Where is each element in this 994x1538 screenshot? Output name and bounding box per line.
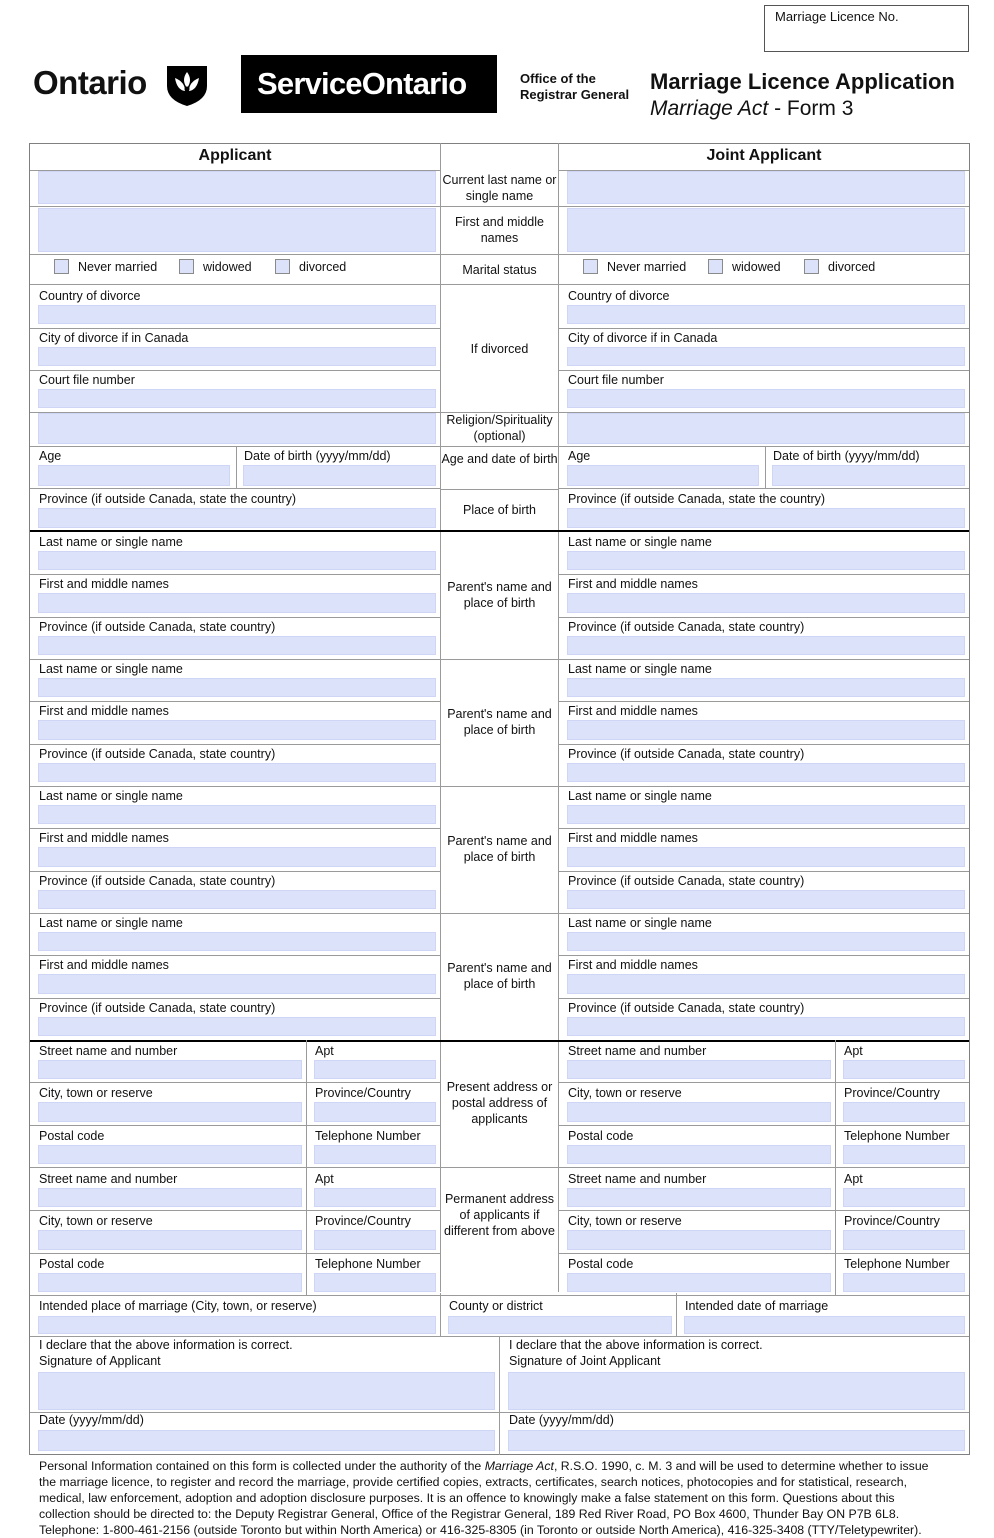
joint-present-address-apt-input[interactable] xyxy=(843,1060,965,1079)
row-divider xyxy=(559,828,969,829)
column-divider xyxy=(440,1293,441,1336)
section-divider xyxy=(30,1040,969,1042)
applicant-parent-1-label-1: First and middle names xyxy=(39,577,169,592)
applicant-parent-1-label-0: Last name or single name xyxy=(39,535,183,549)
marital-status-label: Marital status xyxy=(462,263,537,277)
parent-name-label-3: Parent's name and place of birth xyxy=(447,834,552,865)
joint-parent-4-label-1: First and middle names xyxy=(568,958,698,973)
joint-permanent-address-apt-label: Apt xyxy=(844,1172,863,1186)
applicant-parent-4-input-1[interactable] xyxy=(38,974,436,993)
applicant-religion-input[interactable] xyxy=(38,413,436,444)
column-divider xyxy=(306,1168,307,1295)
row-divider xyxy=(559,1253,969,1254)
joint-parent-2-label-0: Last name or single name xyxy=(568,662,712,676)
joint-never-married-label: Never married xyxy=(607,260,687,274)
applicant-parent-1-label-2: Province (if outside Canada, state country) xyxy=(39,619,276,634)
applicant-parent-1-input-0[interactable] xyxy=(38,551,436,570)
applicant-widowed-label: widowed xyxy=(203,260,252,274)
serviceontario-logo xyxy=(241,55,497,113)
applicant-parent-3-label-2: Province (if outside Canada, state country) xyxy=(39,873,276,888)
column-divider xyxy=(676,1293,677,1336)
joint-permanent-address-city-input[interactable] xyxy=(567,1230,831,1249)
row-divider xyxy=(559,744,969,745)
joint-parent-3-input-1[interactable] xyxy=(567,847,965,866)
joint-divorce-label-2: Court file number xyxy=(568,373,664,387)
applicant-parent-3-input-1[interactable] xyxy=(38,847,436,866)
row-divider xyxy=(30,206,969,207)
joint-parent-3-label-1: First and middle names xyxy=(568,831,698,846)
age-dob-label: Age and date of birth xyxy=(441,452,558,466)
joint-permanent-address-prov-label: Province/Country xyxy=(844,1214,940,1229)
applicant-current-last-name-input[interactable] xyxy=(38,171,436,204)
joint-present-address-street-input[interactable] xyxy=(567,1060,831,1079)
applicant-never-married-label: Never married xyxy=(78,260,158,274)
joint-widowed-label: widowed xyxy=(732,260,781,274)
applicant-permanent-address-apt-label: Apt xyxy=(315,1172,334,1186)
row-divider xyxy=(559,1082,969,1083)
office-line-2: Registrar General xyxy=(520,87,630,102)
office-line-1: Office of the xyxy=(520,71,596,86)
row-divider xyxy=(30,370,440,371)
joint-present-address-prov-label: Province/Country xyxy=(844,1086,940,1101)
applicant-dob-label: Date of birth (yyyy/mm/dd) xyxy=(244,449,391,463)
notice-line-4: collection should be directed to: the Deputy Registrar General, Office of the Registrar General, 189 Red River Road, PO Box 4600, Thunder Bay ON P7B 6L8. xyxy=(39,1507,900,1521)
joint-permanent-address-prov-input[interactable] xyxy=(843,1230,965,1249)
licence-number-box[interactable] xyxy=(764,5,969,52)
joint-parent-4-label-2: Province (if outside Canada, state country) xyxy=(568,1000,805,1015)
row-divider xyxy=(30,998,440,999)
marriage-place-input[interactable] xyxy=(38,1316,436,1334)
applicant-first-middle-names-input[interactable] xyxy=(38,208,436,252)
row-divider xyxy=(30,913,969,914)
county-label: County or district xyxy=(449,1299,543,1313)
joint-parent-3-input-2[interactable] xyxy=(567,890,965,909)
applicant-birth-province-label: Province (if outside Canada, state the country) xyxy=(39,492,297,506)
form-subtitle xyxy=(650,97,853,121)
applicant-age-input[interactable] xyxy=(38,465,230,486)
row-divider xyxy=(30,659,969,660)
joint-parent-3-label-2: Province (if outside Canada, state country) xyxy=(568,873,805,888)
joint-dob-input[interactable] xyxy=(772,465,965,486)
joint-parent-4-input-2[interactable] xyxy=(567,1017,965,1036)
marriage-place-label: Intended place of marriage (City, town, or reserve) xyxy=(39,1299,317,1313)
joint-permanent-address-street-label: Street name and number xyxy=(568,1172,707,1186)
row-divider xyxy=(559,617,969,618)
row-divider xyxy=(30,254,969,255)
applicant-permanent-address-prov-input[interactable] xyxy=(314,1230,436,1249)
row-divider xyxy=(30,828,440,829)
notice-line-2: the marriage licence, to register and record the marriage, provide certified copies, extracts, certificates, search notices, photocopies and for statistical, research, xyxy=(39,1475,908,1489)
joint-declaration-label: I declare that the above information is correct. xyxy=(509,1338,763,1352)
first-middle-names-label: First and middle names xyxy=(455,215,544,245)
joint-present-address-phone-label: Telephone Number xyxy=(844,1128,950,1143)
applicant-present-address-apt-label: Apt xyxy=(315,1044,334,1058)
applicant-permanent-address-city-label: City, town or reserve xyxy=(39,1214,153,1229)
applicant-parent-2-input-0[interactable] xyxy=(38,678,436,697)
applicant-parent-1-input-1[interactable] xyxy=(38,593,436,612)
applicant-divorce-input-0[interactable] xyxy=(38,305,436,324)
applicant-permanent-address-city-input[interactable] xyxy=(38,1230,302,1249)
joint-first-middle-names-input[interactable] xyxy=(567,208,965,252)
row-divider xyxy=(559,955,969,956)
joint-parent-3-label-0: Last name or single name xyxy=(568,789,712,803)
row-divider xyxy=(30,284,969,285)
applicant-declaration-label: I declare that the above information is correct. xyxy=(39,1338,293,1352)
row-divider xyxy=(30,328,440,329)
applicant-present-address-apt-input[interactable] xyxy=(314,1060,436,1079)
applicant-parent-4-label-2: Province (if outside Canada, state country) xyxy=(39,1000,276,1015)
joint-parent-2-input-1[interactable] xyxy=(567,720,965,739)
joint-parent-1-label-1: First and middle names xyxy=(568,577,698,592)
serviceontario-wordmark: ServiceOntario xyxy=(257,66,467,101)
applicant-declaration-date-input[interactable] xyxy=(38,1430,495,1451)
trillium-icon xyxy=(163,60,211,108)
joint-divorce-input-0[interactable] xyxy=(567,305,965,324)
applicant-declaration-date-label: Date (yyyy/mm/dd) xyxy=(39,1413,144,1427)
applicant-header: Applicant xyxy=(198,147,272,164)
row-divider xyxy=(30,786,969,787)
joint-parent-2-label-1: First and middle names xyxy=(568,704,698,719)
applicant-signature-input[interactable] xyxy=(38,1372,495,1410)
row-divider xyxy=(30,574,440,575)
applicant-parent-2-label-0: Last name or single name xyxy=(39,662,183,676)
joint-present-address-postal-label: Postal code xyxy=(568,1128,634,1143)
applicant-parent-3-label-0: Last name or single name xyxy=(39,789,183,803)
row-divider xyxy=(30,744,440,745)
applicant-parent-4-label-0: Last name or single name xyxy=(39,916,183,930)
joint-declaration-date-input[interactable] xyxy=(508,1430,965,1451)
joint-divorce-input-1[interactable] xyxy=(567,347,965,366)
joint-religion-input[interactable] xyxy=(567,413,965,444)
applicant-present-address-postal-label: Postal code xyxy=(39,1128,105,1143)
applicant-widowed-checkbox[interactable] xyxy=(179,259,194,274)
joint-parent-2-input-2[interactable] xyxy=(567,763,965,782)
row-divider xyxy=(559,574,969,575)
applicant-parent-3-label-1: First and middle names xyxy=(39,831,169,846)
applicant-present-address-city-label: City, town or reserve xyxy=(39,1086,153,1101)
privacy-notice xyxy=(39,1458,974,1538)
applicant-permanent-address-phone-input[interactable] xyxy=(314,1273,436,1292)
applicant-divorce-label-1: City of divorce if in Canada xyxy=(39,331,189,345)
row-divider xyxy=(30,1210,440,1211)
joint-parent-1-label-0: Last name or single name xyxy=(568,535,712,549)
row-divider xyxy=(30,1082,440,1083)
joint-present-address-prov-input[interactable] xyxy=(843,1102,965,1121)
row-divider xyxy=(30,1167,969,1168)
row-divider xyxy=(559,871,969,872)
row-divider xyxy=(559,701,969,702)
column-divider xyxy=(835,1168,836,1295)
joint-permanent-address-phone-label: Telephone Number xyxy=(844,1256,950,1271)
joint-permanent-address-city-label: City, town or reserve xyxy=(568,1214,682,1229)
applicant-signature-label: Signature of Applicant xyxy=(39,1354,161,1368)
religion-label: Religion/Spirituality (optional) xyxy=(446,413,553,443)
applicant-age-label: Age xyxy=(39,449,62,463)
row-divider xyxy=(30,701,440,702)
joint-parent-4-input-0[interactable] xyxy=(567,932,965,951)
joint-dob-label: Date of birth (yyyy/mm/dd) xyxy=(773,449,920,463)
parent-name-label-4: Parent's name and place of birth xyxy=(447,961,552,992)
applicant-permanent-address-postal-input[interactable] xyxy=(38,1273,302,1292)
joint-parent-1-input-2[interactable] xyxy=(567,636,965,655)
joint-parent-1-input-1[interactable] xyxy=(567,593,965,612)
applicant-dob-input[interactable] xyxy=(243,465,436,486)
applicant-divorce-label-2: Court file number xyxy=(39,373,135,387)
column-divider xyxy=(306,1040,307,1167)
joint-parent-4-label-0: Last name or single name xyxy=(568,916,712,930)
row-divider xyxy=(30,1253,440,1254)
row-divider xyxy=(441,489,558,490)
row-divider xyxy=(30,1295,969,1296)
section-divider xyxy=(30,530,969,532)
applicant-present-address-prov-label: Province/Country xyxy=(315,1086,411,1101)
column-divider xyxy=(765,446,766,488)
applicant-parent-3-input-0[interactable] xyxy=(38,805,436,824)
applicant-permanent-address-street-label: Street name and number xyxy=(39,1172,178,1186)
joint-parent-1-input-0[interactable] xyxy=(567,551,965,570)
applicant-permanent-address-apt-input[interactable] xyxy=(314,1188,436,1207)
notice-line-5: Telephone: 1-800-461-2156 (outside Toronto but within North America) or 416-325-8305 (in Toronto or outside North America), 416-325-3408 (TTY/Teletypewriter). xyxy=(39,1523,922,1537)
joint-parent-2-input-0[interactable] xyxy=(567,678,965,697)
current-last-name-label: Current last name or single name xyxy=(442,173,557,203)
act-name: Marriage Act xyxy=(650,97,769,120)
applicant-parent-4-input-0[interactable] xyxy=(38,932,436,951)
applicant-never-married-checkbox[interactable] xyxy=(54,259,69,274)
present-address-label: Present address or postal address of applicants xyxy=(446,1080,553,1127)
joint-divorce-input-2[interactable] xyxy=(567,389,965,408)
row-divider xyxy=(30,446,969,447)
joint-age-label: Age xyxy=(568,449,591,463)
ontario-wordmark: Ontario xyxy=(33,64,147,101)
row-divider xyxy=(559,1210,969,1211)
notice-line-1: Personal Information contained on this form is collected under the authority of the Marriage Act, R.S.O. 1990, c. M. 3 and will be used to determine whether to issue xyxy=(39,1459,929,1473)
applicant-parent-2-input-1[interactable] xyxy=(38,720,436,739)
column-divider xyxy=(499,1336,500,1455)
joint-birth-province-label: Province (if outside Canada, state the country) xyxy=(568,492,826,506)
row-divider xyxy=(559,998,969,999)
joint-divorced-checkbox[interactable] xyxy=(804,259,819,274)
parent-name-label-2: Parent's name and place of birth xyxy=(447,707,552,738)
applicant-divorced-checkbox[interactable] xyxy=(275,259,290,274)
parent-name-label-1: Parent's name and place of birth xyxy=(447,580,552,611)
applicant-parent-3-input-2[interactable] xyxy=(38,890,436,909)
row-divider xyxy=(30,488,440,489)
joint-present-address-phone-input[interactable] xyxy=(843,1145,965,1164)
applicant-present-address-prov-input[interactable] xyxy=(314,1102,436,1121)
row-divider xyxy=(559,1125,969,1126)
joint-parent-2-label-2: Province (if outside Canada, state country) xyxy=(568,746,805,761)
joint-divorce-label-0: Country of divorce xyxy=(568,289,670,303)
ontario-logo xyxy=(33,60,218,108)
marriage-date-input[interactable] xyxy=(684,1316,965,1334)
joint-permanent-address-phone-input[interactable] xyxy=(843,1273,965,1292)
applicant-birth-province-input[interactable] xyxy=(38,508,436,528)
joint-parent-3-input-0[interactable] xyxy=(567,805,965,824)
form-number: - Form 3 xyxy=(768,97,854,120)
joint-permanent-address-postal-label: Postal code xyxy=(568,1256,634,1271)
applicant-permanent-address-street-input[interactable] xyxy=(38,1188,302,1207)
applicant-permanent-address-postal-label: Postal code xyxy=(39,1256,105,1271)
joint-widowed-checkbox[interactable] xyxy=(708,259,723,274)
joint-signature-input[interactable] xyxy=(508,1372,965,1410)
if-divorced-label: If divorced xyxy=(470,342,529,356)
applicant-divorced-label: divorced xyxy=(299,260,347,274)
applicant-present-address-street-label: Street name and number xyxy=(39,1044,178,1058)
applicant-present-address-phone-label: Telephone Number xyxy=(315,1128,421,1143)
applicant-parent-4-input-2[interactable] xyxy=(38,1017,436,1036)
joint-divorce-label-1: City of divorce if in Canada xyxy=(568,331,718,345)
applicant-parent-2-label-2: Province (if outside Canada, state country) xyxy=(39,746,276,761)
applicant-parent-4-label-1: First and middle names xyxy=(39,958,169,973)
column-divider xyxy=(236,446,237,488)
row-divider xyxy=(30,1125,440,1126)
county-input[interactable] xyxy=(448,1316,672,1334)
applicant-present-address-phone-input[interactable] xyxy=(314,1145,436,1164)
joint-permanent-address-street-input[interactable] xyxy=(567,1188,831,1207)
joint-declaration-date-label: Date (yyyy/mm/dd) xyxy=(509,1413,614,1427)
place-of-birth-label: Place of birth xyxy=(463,503,536,517)
joint-parent-4-input-1[interactable] xyxy=(567,974,965,993)
form-title: Marriage Licence Application xyxy=(650,69,955,94)
joint-present-address-apt-label: Apt xyxy=(844,1044,863,1058)
permanent-address-label: Permanent address of applicants if different from above xyxy=(444,1192,555,1239)
joint-never-married-checkbox[interactable] xyxy=(583,259,598,274)
column-divider xyxy=(558,143,559,1292)
applicant-divorce-label-0: Country of divorce xyxy=(39,289,141,303)
notice-line-3: medical, law enforcement, adoption and adoption disclosure purposes. It is an offence to knowingly make a false statement on this form. Questions about this xyxy=(39,1491,895,1505)
row-divider xyxy=(30,955,440,956)
joint-birth-province-input[interactable] xyxy=(567,508,965,528)
joint-signature-label: Signature of Joint Applicant xyxy=(509,1354,661,1368)
row-divider xyxy=(30,1412,969,1413)
row-divider xyxy=(559,328,969,329)
joint-present-address-postal-input[interactable] xyxy=(567,1145,831,1164)
joint-present-address-city-input[interactable] xyxy=(567,1102,831,1121)
joint-permanent-address-apt-input[interactable] xyxy=(843,1188,965,1207)
applicant-parent-2-label-1: First and middle names xyxy=(39,704,169,719)
applicant-present-address-city-input[interactable] xyxy=(38,1102,302,1121)
applicant-divorce-input-2[interactable] xyxy=(38,389,436,408)
applicant-parent-2-input-2[interactable] xyxy=(38,763,436,782)
applicant-permanent-address-prov-label: Province/Country xyxy=(315,1214,411,1229)
applicant-parent-1-input-2[interactable] xyxy=(38,636,436,655)
row-divider xyxy=(559,370,969,371)
applicant-permanent-address-phone-label: Telephone Number xyxy=(315,1256,421,1271)
row-divider xyxy=(559,488,969,489)
joint-divorced-label: divorced xyxy=(828,260,876,274)
column-divider xyxy=(835,1040,836,1167)
office-name xyxy=(520,71,629,103)
joint-age-input[interactable] xyxy=(567,465,759,486)
applicant-divorce-input-1[interactable] xyxy=(38,347,436,366)
joint-present-address-street-label: Street name and number xyxy=(568,1044,707,1058)
applicant-present-address-street-input[interactable] xyxy=(38,1060,302,1079)
applicant-present-address-postal-input[interactable] xyxy=(38,1145,302,1164)
row-divider xyxy=(30,871,440,872)
marriage-date-label: Intended date of marriage xyxy=(685,1299,829,1313)
licence-number-label: Marriage Licence No. xyxy=(775,9,899,24)
row-divider xyxy=(30,617,440,618)
joint-current-last-name-input[interactable] xyxy=(567,171,965,204)
joint-applicant-header: Joint Applicant xyxy=(706,147,822,164)
joint-permanent-address-postal-input[interactable] xyxy=(567,1273,831,1292)
joint-parent-1-label-2: Province (if outside Canada, state country) xyxy=(568,619,805,634)
joint-present-address-city-label: City, town or reserve xyxy=(568,1086,682,1101)
